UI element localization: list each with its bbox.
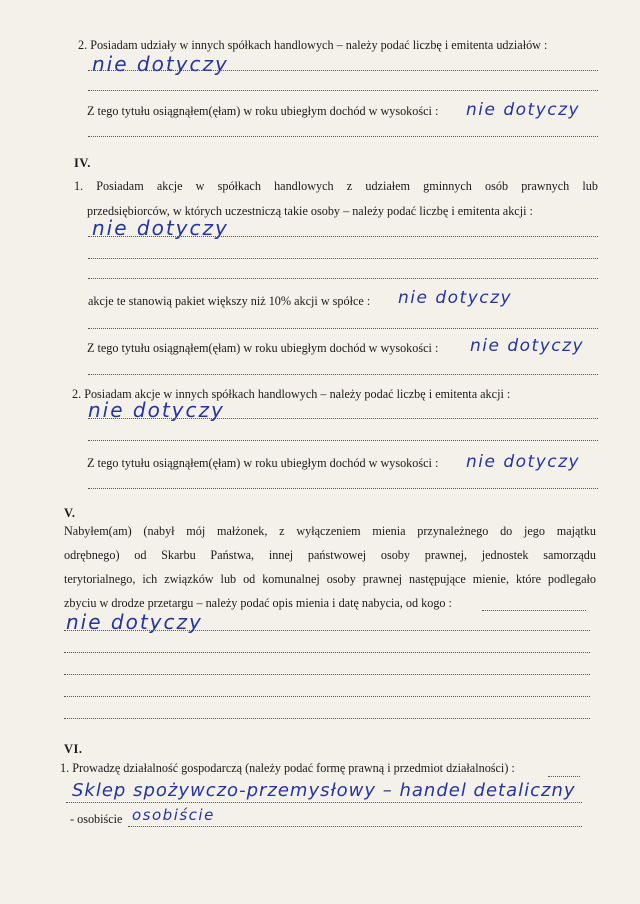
other-stocks-question: 2. Posiadam akcje w innych spółkach handlowych – należy podać liczbę i emitenta akcji :	[72, 387, 511, 401]
answer-line	[88, 440, 598, 441]
answer-line	[64, 652, 590, 653]
answer-line	[128, 826, 582, 827]
property-line3: terytorialnego, ich związków lub od komunalnej osoby prawnej następujące mienie, które podlegało	[64, 572, 596, 586]
business-question: 1. Prowadzę działalność gospodarczą (należy podać formę prawną i przedmiot działalności) :	[60, 761, 515, 775]
answer-line	[88, 90, 598, 91]
property-line1: Nabyłem(am) (nabył mój małżonek, z wyłączeniem mienia przynależnego do jego majątku	[64, 524, 596, 538]
shares-income-answer: nie dotyczy	[466, 100, 581, 120]
shares-income-label: Z tego tytułu osiągnąłem(ęłam) w roku ubiegłym dochód w wysokości :	[87, 104, 439, 118]
other-stocks-income-label: Z tego tytułu osiągnąłem(ęłam) w roku ubiegłym dochód w wysokości :	[87, 456, 439, 470]
answer-line	[64, 674, 590, 675]
answer-line	[88, 488, 598, 489]
stocks-question-line2: przedsiębiorców, w których uczestniczą takie osoby – należy podać liczbę i emitenta akcji :	[87, 204, 533, 218]
answer-line	[88, 418, 598, 419]
personally-answer: osobiście	[132, 806, 215, 824]
other-stocks-answer: nie dotyczy	[88, 398, 225, 422]
answer-line	[88, 136, 598, 137]
property-line2: odrębnego) od Skarbu Państwa, innej państwowej osoby prawnej, jednostek samorządu	[64, 548, 596, 562]
stocks-income-answer: nie dotyczy	[470, 336, 585, 356]
property-line4: zbyciu w drodze przetargu – należy podać opis mienia i datę nabycia, od kogo :	[64, 596, 452, 610]
stocks-income-label: Z tego tytułu osiągnąłem(ęłam) w roku ubiegłym dochód w wysokości :	[87, 341, 439, 355]
shares-answer: nie dotyczy	[92, 52, 229, 76]
personally-label: - osobiście	[70, 812, 123, 826]
other-stocks-income-answer: nie dotyczy	[466, 452, 581, 472]
answer-line	[88, 278, 598, 279]
answer-line	[548, 776, 580, 777]
answer-line	[64, 630, 590, 631]
stocks-answer: nie dotyczy	[92, 216, 229, 240]
answer-line	[88, 374, 598, 375]
answer-line	[66, 802, 582, 803]
section-v-heading: V.	[64, 506, 76, 520]
stocks-package-label: akcje te stanowią pakiet większy niż 10% akcji w spółce :	[88, 294, 371, 308]
shares-question: 2. Posiadam udziały w innych spółkach handlowych – należy podać liczbę i emitenta udziałów :	[78, 38, 548, 52]
stocks-package-answer: nie dotyczy	[398, 288, 513, 308]
business-answer: Sklep spożywczo-przemysłowy – handel detaliczny	[72, 780, 576, 801]
answer-line	[64, 696, 590, 697]
answer-line	[88, 328, 598, 329]
stocks-question-line1: 1. Posiadam akcje w spółkach handlowych z udziałem gminnych osób prawnych lub	[74, 179, 598, 193]
answer-line	[88, 70, 598, 71]
answer-line	[88, 236, 598, 237]
answer-line	[64, 718, 590, 719]
section-iv-heading: IV.	[74, 156, 91, 170]
property-answer: nie dotyczy	[66, 610, 203, 634]
section-vi-heading: VI.	[64, 742, 83, 756]
answer-line	[88, 258, 598, 259]
answer-line	[482, 610, 586, 611]
